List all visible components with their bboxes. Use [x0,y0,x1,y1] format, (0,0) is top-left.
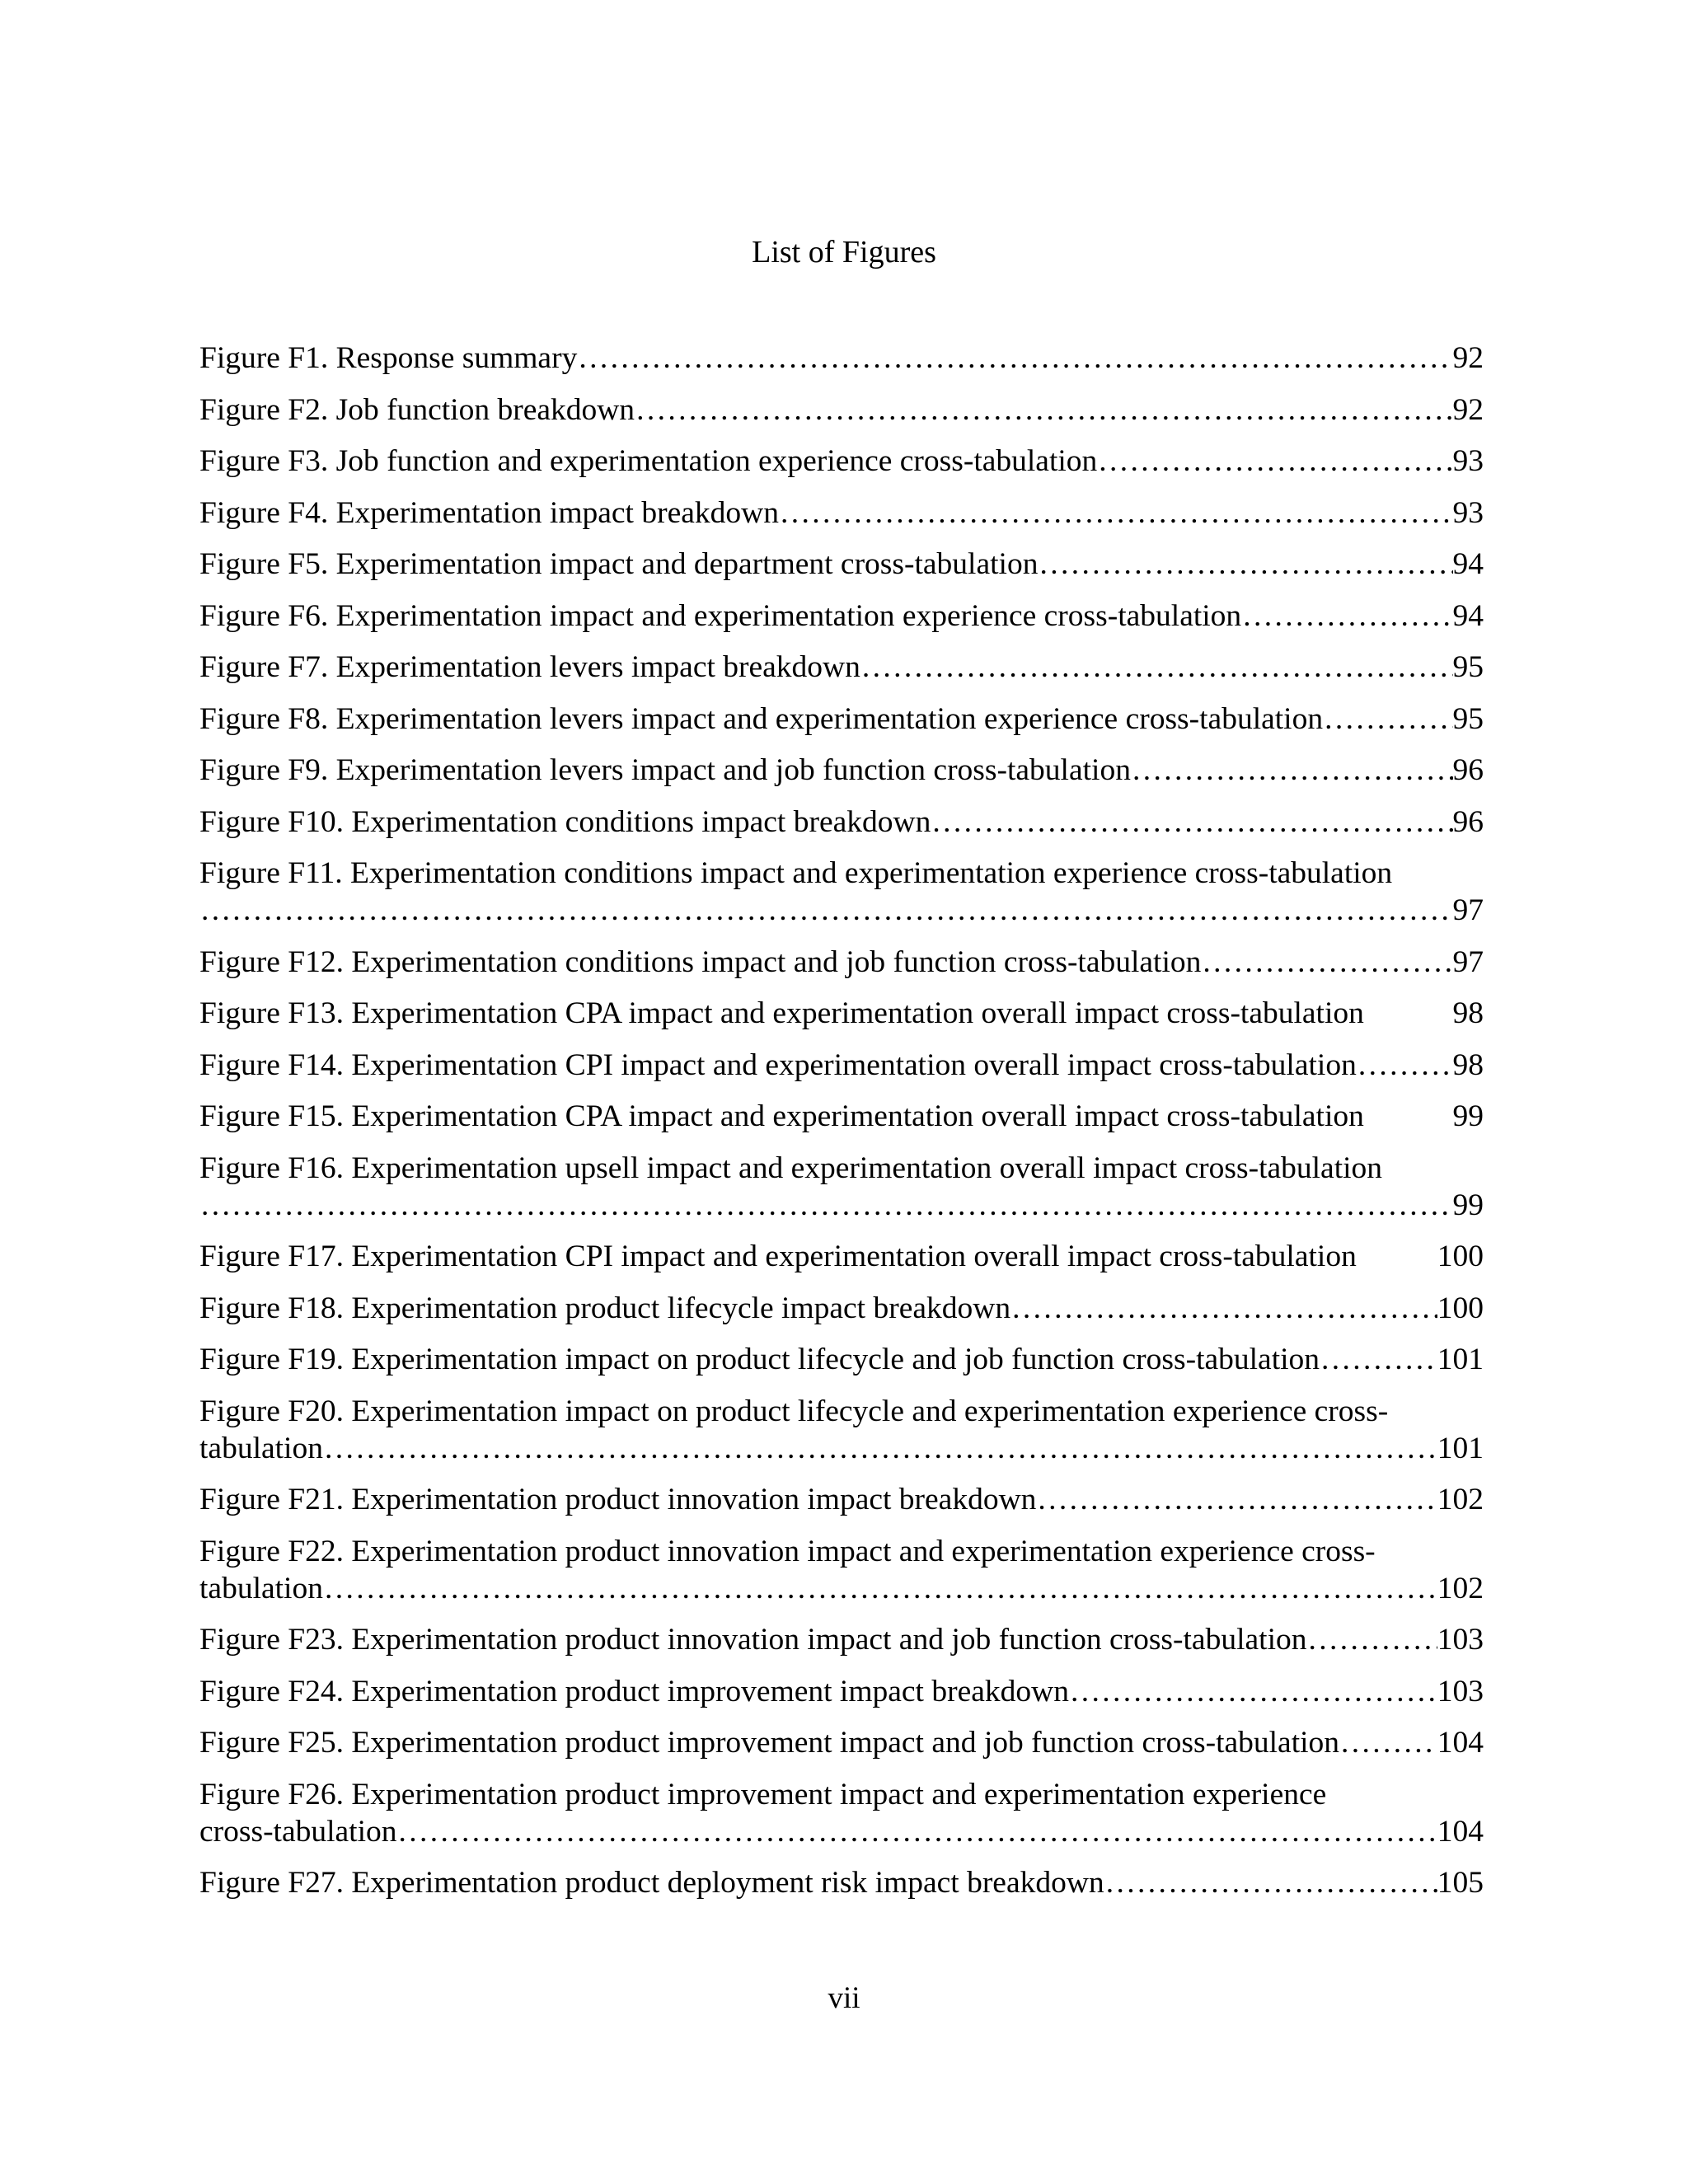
toc-entry [199,1533,1484,1607]
toc-entry-title: Figure F25. Experimentation product improvement impact and job function cross-tabulation [199,1726,1340,1760]
dot-leader [323,1430,1437,1467]
dot-leader [1097,443,1452,480]
toc-entry-title: Figure F26. Experimentation product improvement impact and experimentation experience [199,1777,1327,1811]
toc-entry-continuation [199,1187,1484,1224]
toc-entry-page: 95 [1452,650,1484,684]
toc-entry [199,1047,1484,1084]
toc-entry-continuation [199,1430,1484,1467]
toc-entry [199,804,1484,841]
dot-leader [1339,1724,1437,1761]
toc-entry [199,494,1484,532]
toc-entry-title: Figure F18. Experimentation product lifecycle impact breakdown [199,1291,1011,1325]
toc-entry-continuation [199,1813,1484,1850]
toc-entry-title: Figure F20. Experimentation impact on product lifecycle and experimentation experience cross- [199,1394,1389,1428]
toc-entry [199,1393,1484,1467]
toc-entry-page: 103 [1437,1623,1484,1657]
toc-entry-page: 97 [1452,944,1484,979]
toc-entry-title: Figure F3. Job function and experimentation experience cross-tabulation [199,444,1098,478]
toc-entry-title: Figure F27. Experimentation product deployment risk impact breakdown [199,1866,1104,1900]
toc-entry-title: Figure F17. Experimentation CPI impact and experimentation overall impact cross-tabulation [199,1240,1357,1273]
dot-leader [1323,701,1452,738]
toc-entry-page: 92 [1452,341,1484,375]
toc-entry-title: Figure F15. Experimentation CPA impact and experimentation overall impact cross-tabulation [199,1099,1364,1133]
toc-entry-title: Figure F19. Experimentation impact on product lifecycle and job function cross-tabulation [199,1343,1320,1376]
toc-entry [199,1724,1484,1761]
toc-entry [199,1673,1484,1710]
toc-entry [199,649,1484,686]
toc-entry [199,598,1484,635]
toc-entry-title: Figure F9. Experimentation levers impact and job function cross-tabulation [199,753,1131,787]
dot-leader [1010,1290,1437,1327]
dot-leader [1069,1673,1437,1710]
dot-leader [1131,752,1453,789]
toc-entry-title: Figure F24. Experimentation product improvement impact breakdown [199,1674,1069,1708]
dot-leader [1201,944,1452,981]
toc-entry-continuation [199,892,1484,929]
dot-leader [1104,1864,1437,1901]
toc-entry [199,1341,1484,1378]
toc-entry-page: 102 [1437,1571,1484,1605]
toc-entry-continuation [199,1570,1484,1607]
toc-entry-title: Figure F13. Experimentation CPA impact and experimentation overall impact cross-tabulation [199,996,1364,1030]
toc-entry-title: Figure F4. Experimentation impact breakdown [199,495,779,530]
dot-leader [1320,1341,1437,1378]
toc-entry-page: 99 [1452,1099,1484,1133]
toc-entry-page: 98 [1452,1047,1484,1082]
toc-entry-page: 101 [1437,1431,1484,1465]
toc-entry [199,443,1484,480]
toc-entry-page: 97 [1452,893,1484,927]
toc-entry-title: Figure F21. Experimentation product innovation impact breakdown [199,1483,1037,1516]
toc-entry-title: Figure F22. Experimentation product innovation impact and experimentation experience cross- [199,1534,1376,1568]
toc-entry-page: 96 [1452,753,1484,787]
dot-leader [323,1570,1437,1607]
figure-list [199,340,1484,1916]
toc-entry-title: Figure F16. Experimentation upsell impact and experimentation overall impact cross-tabulation [199,1151,1383,1185]
toc-entry-title: Figure F14. Experimentation CPI impact and experimentation overall impact cross-tabulation [199,1047,1357,1082]
toc-entry [199,391,1484,429]
toc-entry [199,1098,1484,1135]
toc-entry [199,752,1484,789]
dot-leader [1357,1047,1453,1084]
toc-entry-page: 96 [1452,804,1484,839]
toc-entry [199,1238,1484,1275]
toc-entry [199,1290,1484,1327]
toc-entry-page: 98 [1452,996,1484,1030]
toc-entry-title: Figure F5. Experimentation impact and department cross-tabulation [199,547,1039,581]
toc-entry-page: 92 [1452,392,1484,427]
toc-entry-page: 94 [1452,598,1484,633]
toc-entry-page: 95 [1452,701,1484,736]
toc-entry [199,546,1484,583]
toc-entry-title: Figure F23. Experimentation product innovation impact and job function cross-tabulation [199,1623,1307,1657]
toc-entry-title: Figure F2. Job function breakdown [199,392,635,427]
toc-entry [199,1776,1484,1850]
dot-leader [1306,1621,1437,1658]
dot-leader [931,804,1452,841]
toc-entry-title: Figure F7. Experimentation levers impact breakdown [199,650,860,684]
dot-leader [199,1187,1453,1224]
dot-leader [635,391,1452,429]
toc-entry-page: 101 [1437,1343,1484,1376]
dot-leader [779,494,1453,532]
toc-entry-page: 99 [1452,1188,1484,1222]
toc-entry [199,855,1484,929]
toc-entry [199,1621,1484,1658]
dot-leader [199,892,1453,929]
toc-entry-page: 104 [1437,1726,1484,1760]
toc-entry [199,701,1484,738]
toc-entry-page: 93 [1452,444,1484,478]
dot-leader [860,649,1453,686]
toc-entry-page: 100 [1437,1291,1484,1325]
toc-entry-page: 93 [1452,495,1484,530]
page-number: vii [828,1981,860,2015]
toc-entry-title: Figure F12. Experimentation conditions impact and job function cross-tabulation [199,944,1202,979]
toc-entry-title-cont: tabulation [199,1431,323,1465]
toc-entry-title: Figure F1. Response summary [199,341,578,375]
toc-entry-title-cont: cross-tabulation [199,1814,397,1849]
dot-leader [397,1813,1437,1850]
toc-entry-page: 100 [1437,1240,1484,1273]
toc-entry-title: Figure F6. Experimentation impact and experimentation experience cross-tabulation [199,598,1242,633]
toc-entry-page: 104 [1437,1814,1484,1849]
dot-leader [1036,1481,1437,1518]
toc-entry-page: 103 [1437,1674,1484,1708]
toc-entry [199,1150,1484,1224]
dot-leader [577,340,1452,377]
toc-entry [199,944,1484,981]
dot-leader [1038,546,1452,583]
dot-leader [1241,598,1452,635]
toc-entry [199,1481,1484,1518]
toc-entry-page: 105 [1437,1866,1484,1900]
toc-entry [199,340,1484,377]
toc-entry [199,995,1484,1032]
toc-entry-title: Figure F8. Experimentation levers impact and experimentation experience cross-tabulation [199,701,1324,736]
toc-entry-title-cont: tabulation [199,1571,323,1605]
toc-entry [199,1864,1484,1901]
toc-entry-page: 102 [1437,1483,1484,1516]
toc-entry-title: Figure F10. Experimentation conditions impact breakdown [199,804,931,839]
page-title: List of Figures [752,235,936,269]
toc-entry-title: Figure F11. Experimentation conditions impact and experimentation experience cross-tabulation [199,856,1393,890]
toc-entry-page: 94 [1452,547,1484,581]
